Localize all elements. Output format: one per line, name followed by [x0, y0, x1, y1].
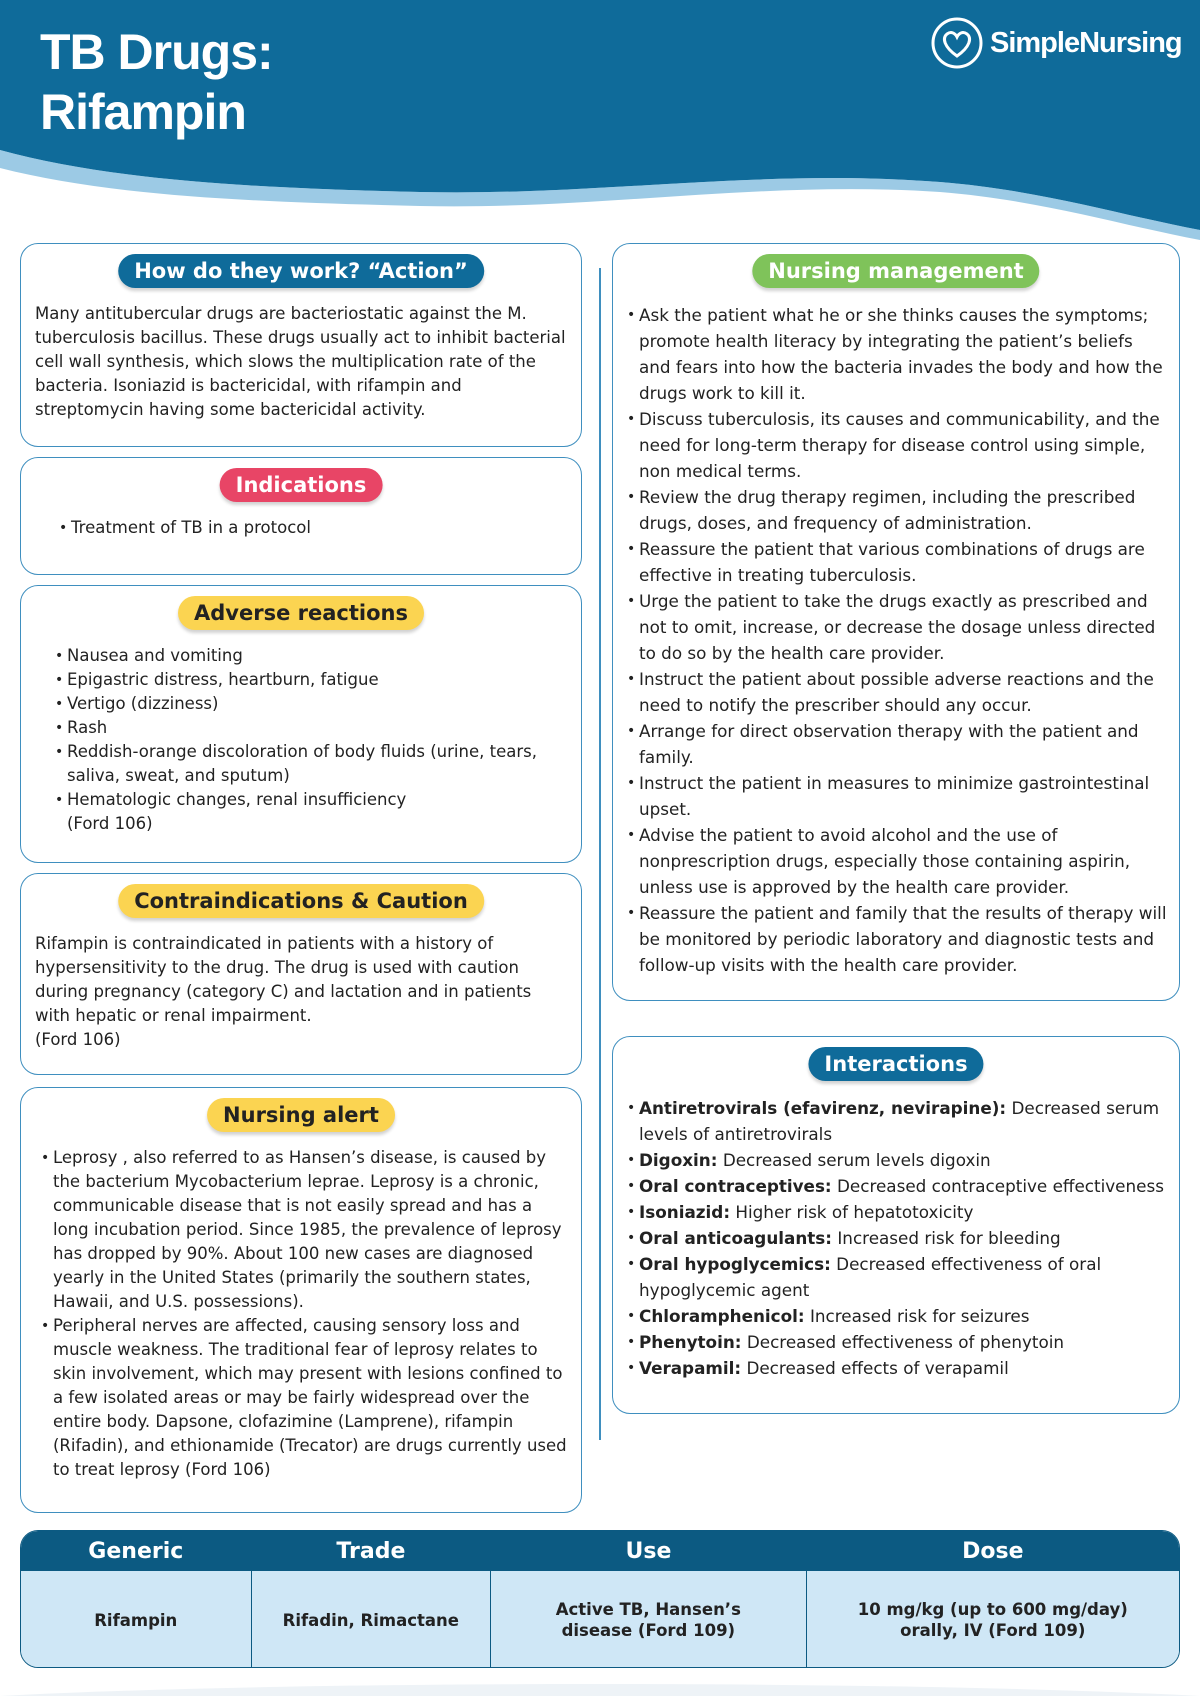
- nursing-management-list: [625, 302, 1169, 978]
- list-item: • Ask the patient what he or she thinks causes the symptoms; promote health literacy by integrating the patient’s beliefs and fears into how the bacteria invades the body and how the drugs work to kill it.: [625, 302, 1169, 406]
- list-item: [625, 1173, 1169, 1199]
- header-trade: Trade: [251, 1531, 491, 1571]
- table-row: [21, 1571, 1179, 1668]
- list-item: [625, 1355, 1169, 1381]
- list-item: [625, 1147, 1169, 1173]
- brand-logo: [930, 16, 1182, 70]
- title-line-1: TB Drugs:: [40, 24, 273, 80]
- contraindications-text: Rifampin is contraindicated in patients with a history of hypersensitivity to the drug. The drug is used with caution during pregnancy (category C) and lactation and in patients with hepatic or renal impairment.: [35, 934, 532, 1025]
- list-item: • Hematologic changes, renal insufficiency (Ford 106): [53, 788, 561, 836]
- interaction-drug: Oral anticoagulants:: [639, 1228, 833, 1248]
- interaction-drug: Oral hypoglycemics:: [639, 1254, 831, 1274]
- brand-name: SimpleNursing: [990, 26, 1182, 59]
- list-item: • Vertigo (dizziness): [53, 692, 561, 716]
- column-divider: [599, 268, 601, 1440]
- header-generic: Generic: [88, 1538, 184, 1564]
- adverse-reactions-section: [20, 585, 582, 863]
- interactions-heading: Interactions: [808, 1047, 983, 1081]
- list-item: • Nausea and vomiting: [53, 644, 561, 668]
- list-item: • Epigastric distress, heartburn, fatigue: [53, 668, 561, 692]
- cell-generic: Rifampin: [94, 1610, 178, 1630]
- list-item: • Rash: [53, 716, 561, 740]
- header-dose: Dose: [806, 1531, 1179, 1571]
- action-section: [20, 243, 582, 447]
- list-item: • Reddish-orange discoloration of body fluids (urine, tears, saliva, sweat, and sputum): [53, 740, 561, 788]
- nursing-alert-section: [20, 1087, 582, 1513]
- list-item: • Reassure the patient and family that the results of therapy will be monitored by periodic laboratory and diagnostic tests and follow-up visits with the health care provider.: [625, 900, 1169, 978]
- interaction-drug: Verapamil:: [639, 1358, 742, 1378]
- footer-decoration: [0, 1676, 1200, 1696]
- list-item: • Urge the patient to take the drugs exactly as prescribed and not to omit, increase, or decrease the dosage unless directed to do so by the health care provider.: [625, 588, 1169, 666]
- page-title: [40, 22, 273, 142]
- list-item: • Peripheral nerves are affected, causing sensory loss and muscle weakness. The traditional fear of leprosy relates to skin involvement, which may present with lesions confined to a few isolated areas or may be fairly widespread over the entire body. Dapsone, clofazimine (Lamprene), rifampin (Rifadin), and ethionamide (Trecator) are drugs currently used to treat leprosy (Ford 106): [39, 1314, 569, 1482]
- interaction-drug: Isoniazid:: [639, 1202, 731, 1222]
- list-item: • Treatment of TB in a protocol: [57, 516, 571, 540]
- interaction-effect: Decreased effectiveness of oral hypoglycemic agent: [639, 1254, 1102, 1300]
- list-item: [625, 1329, 1169, 1355]
- interactions-list: [625, 1095, 1169, 1381]
- interaction-effect: Decreased contraceptive effectiveness: [836, 1176, 1164, 1196]
- list-item: • Advise the patient to avoid alcohol and the use of nonprescription drugs, especially those containing aspirin, unless use is approved by the health care provider.: [625, 822, 1169, 900]
- action-heading: How do they work? “Action”: [118, 254, 484, 288]
- list-item: • Leprosy , also referred to as Hansen’s disease, is caused by the bacterium Mycobacterium leprae. Leprosy is a chronic, communicable disease that is not easily spread and has a long incubation period. Since 1985, the prevalence of leprosy has dropped by 90%. About 100 new cases are diagnosed yearly in the United States (primarily the southern states, Hawaii, and U.S. possessions).: [39, 1146, 569, 1314]
- indications-section: [20, 457, 582, 575]
- interaction-effect: Decreased effectiveness of phenytoin: [746, 1332, 1065, 1352]
- interaction-drug: Phenytoin:: [639, 1332, 742, 1352]
- contraindications-section: [20, 873, 582, 1075]
- list-item: [625, 1225, 1169, 1251]
- list-item: [625, 1095, 1169, 1147]
- contraindications-heading: Contraindications & Caution: [118, 884, 484, 918]
- contraindications-source: (Ford 106): [35, 1030, 121, 1049]
- interaction-drug: Antiretrovirals (efavirenz, nevirapine):: [639, 1098, 1007, 1118]
- nursing-alert-list: [39, 1146, 569, 1482]
- list-item: • Reassure the patient that various combinations of drugs are effective in treating tuberculosis.: [625, 536, 1169, 588]
- interaction-effect: Decreased serum levels digoxin: [722, 1150, 991, 1170]
- list-item: • Arrange for direct observation therapy with the patient and family.: [625, 718, 1169, 770]
- table-header-row: [21, 1531, 1179, 1571]
- list-item: [625, 1303, 1169, 1329]
- action-text: Many antitubercular drugs are bacteriostatic against the M. tuberculosis bacillus. These drugs usually act to inhibit bacterial cell wall synthesis, which slows the multiplication rate of the bacteria. Isoniazid is bactericidal, with rifampin and streptomycin having some bactericidal activity.: [35, 304, 566, 419]
- interaction-effect: Decreased effects of verapamil: [746, 1358, 1009, 1378]
- interaction-drug: Oral contraceptives:: [639, 1176, 832, 1196]
- title-line-2: Rifampin: [40, 84, 246, 140]
- list-item: [625, 1199, 1169, 1225]
- nursing-management-heading: Nursing management: [752, 254, 1039, 288]
- cell-dose: 10 mg/kg (up to 600 mg/day) orally, IV (Ford 109): [806, 1571, 1179, 1668]
- header-use: Use: [490, 1531, 805, 1571]
- cell-use: Active TB, Hansen’s disease (Ford 109): [490, 1571, 806, 1668]
- interaction-effect: Higher risk of hepatotoxicity: [735, 1202, 974, 1222]
- indications-heading: Indications: [220, 468, 383, 502]
- nursing-management-section: [612, 243, 1180, 1001]
- indications-list: [57, 516, 571, 540]
- drug-table: [20, 1530, 1180, 1668]
- adverse-reactions-list: [53, 644, 561, 836]
- stethoscope-heart-icon: [930, 16, 984, 70]
- cell-trade: Rifadin, Rimactane: [251, 1571, 491, 1668]
- list-item: [625, 1251, 1169, 1303]
- nursing-alert-heading: Nursing alert: [207, 1098, 395, 1132]
- list-item: • Instruct the patient about possible adverse reactions and the need to notify the prescriber should any occur.: [625, 666, 1169, 718]
- interactions-section: [612, 1036, 1180, 1414]
- list-item: • Discuss tuberculosis, its causes and communicability, and the need for long-term therapy for disease control using simple, non medical terms.: [625, 406, 1169, 484]
- interaction-drug: Digoxin:: [639, 1150, 718, 1170]
- list-item: • Review the drug therapy regimen, including the prescribed drugs, doses, and frequency of administration.: [625, 484, 1169, 536]
- interaction-effect: Increased risk for seizures: [809, 1306, 1030, 1326]
- interaction-drug: Chloramphenicol:: [639, 1306, 805, 1326]
- interaction-effect: Increased risk for bleeding: [837, 1228, 1061, 1248]
- list-item: • Instruct the patient in measures to minimize gastrointestinal upset.: [625, 770, 1169, 822]
- interaction-effect: Decreased serum levels of antiretrovirals: [639, 1098, 1160, 1144]
- adverse-reactions-heading: Adverse reactions: [178, 596, 424, 630]
